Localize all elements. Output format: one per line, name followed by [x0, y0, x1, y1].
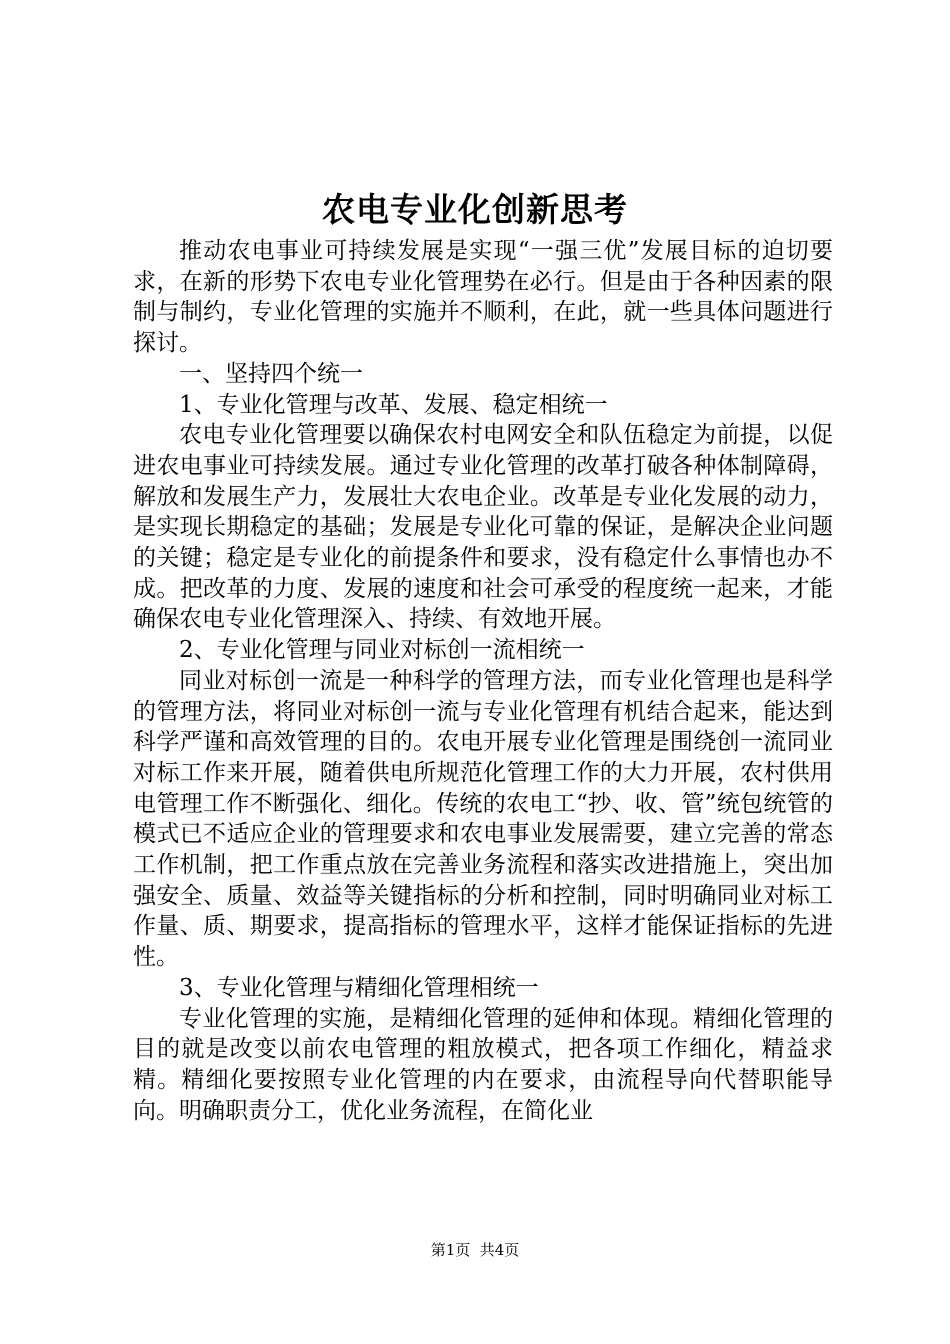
page-number: 第1页 共4页: [430, 1241, 520, 1259]
paragraph-3: 专业化管理的实施，是精细化管理的延伸和体现。精细化管理的目的就是改变以前农电管理的粗放模式，把各项工作细化，精益求精。精细化要按照专业化管理的内在要求，由流程导向代替职能导向。明确职责分工，优化业务流程，在简化业: [133, 1005, 833, 1124]
paragraph-1: 农电专业化管理要以确保农村电网安全和队伍稳定为前提，以促进农电事业可持续发展。通过专业化管理的改革打破各种体制障碍，解放和发展生产力，发展壮大农电企业。改革是专业化发展的动力，是实现长期稳定的基础；发展是专业化可靠的保证，是解决企业问题的关键；稳定是专业化的前提条件和要求，没有稳定什么事情也办不成。把改革的力度、发展的速度和社会可承受的程度统一起来，才能确保农电专业化管理深入、持续、有效地开展。: [133, 422, 833, 633]
document-title: 农电专业化创新思考: [322, 190, 628, 229]
section-heading: 一、坚持四个统一: [179, 360, 363, 387]
paragraph-2: 同业对标创一流是一种科学的管理方法，而专业化管理也是科学的管理方法，将同业对标创一流与专业化管理有机结合起来，能达到科学严谨和高效管理的目的。农电开展专业化管理是围绕创一流同业对标工作来开展，随着供电所规范化管理工作的大力开展，农村供用电管理工作不断强化、细化。传统的农电工“抄、收、管”统包统管的模式已不适应企业的管理要求和农电事业发展需要，建立完善的常态工作机制，把工作重点放在完善业务流程和落实改进措施上，突出加强安全、质量、效益等关键指标的分析和控制，同时明确同业对标工作量、质、期要求，提高指标的管理水平，这样才能保证指标的先进性。: [133, 667, 833, 971]
page-footer: [0, 1240, 950, 1260]
subsection-heading-1: 1、专业化管理与改革、发展、稳定相统一: [179, 391, 608, 418]
subsection-heading-3: 3、专业化管理与精细化管理相统一: [179, 974, 539, 1001]
subsection-heading-2: 2、专业化管理与同业对标创一流相统一: [179, 637, 585, 664]
document-body: [133, 236, 833, 1126]
paragraph-intro: 推动农电事业可持续发展是实现“一强三优”发展目标的迫切要求，在新的形势下农电专业化管理势在必行。但是由于各种因素的限制与制约，专业化管理的实施并不顺利，在此，就一些具体问题进行探讨。: [133, 238, 833, 357]
